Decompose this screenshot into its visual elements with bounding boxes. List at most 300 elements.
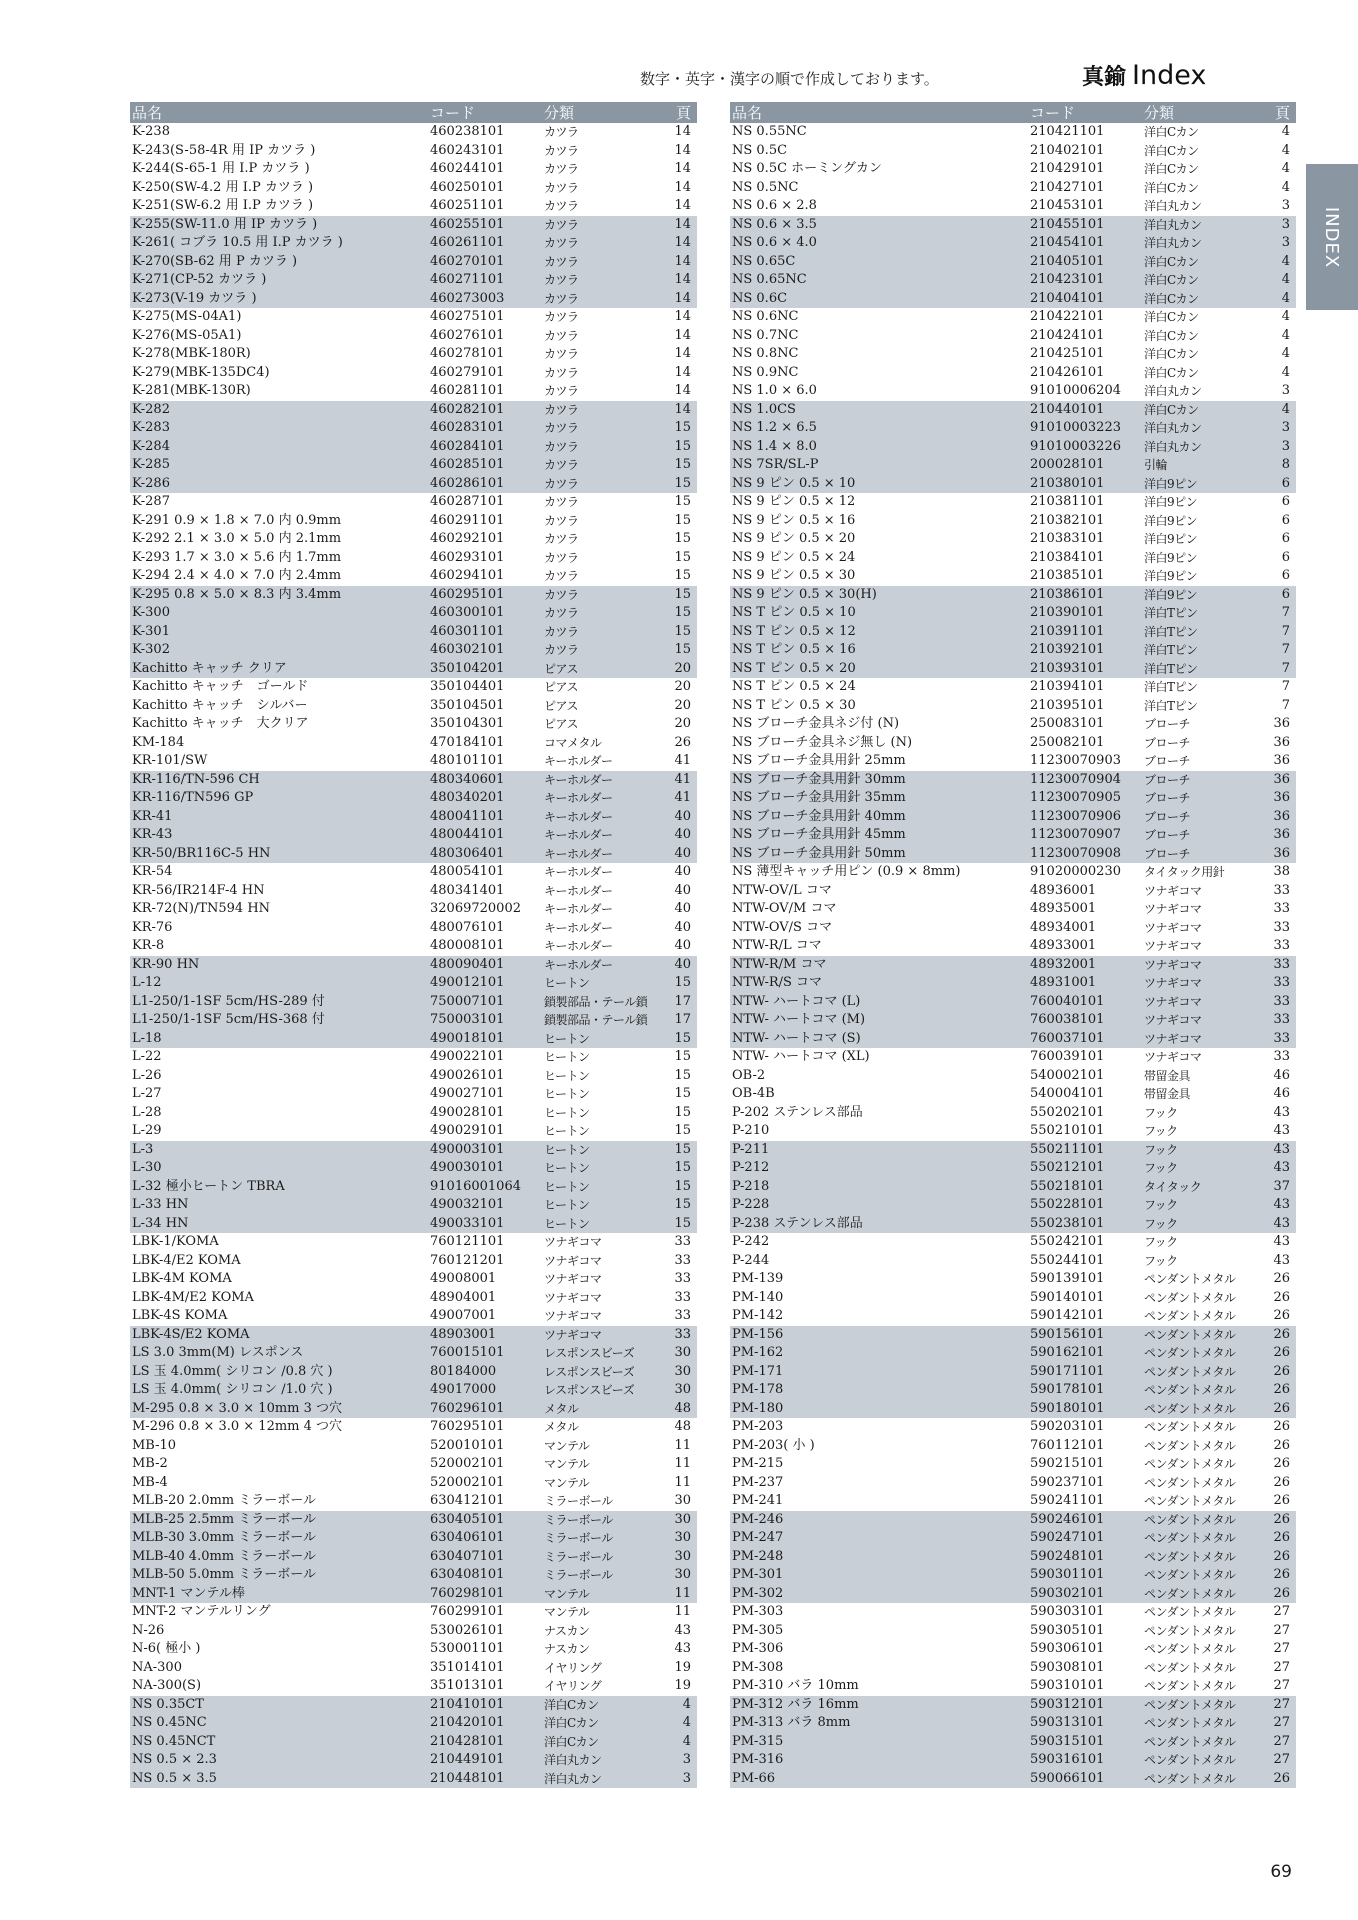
table-body-right [730,123,1296,1788]
page-cell: 26 [1264,1400,1296,1419]
category-cell: ツナギコマ [1142,1030,1264,1049]
category-cell: フック [1144,1124,1178,1138]
table-row [730,1011,1296,1030]
table-row [730,1733,1296,1752]
table-row [730,493,1296,512]
category-cell: 洋白丸カン [1142,216,1264,235]
table-row [730,1622,1296,1641]
page-cell: 43 [1264,1196,1296,1215]
product-name-cell: KR-76 [132,919,173,935]
table-row [130,142,697,161]
category-cell: 洋白9ピン [1142,586,1264,605]
product-code-cell: 48931001 [1028,974,1142,993]
product-code-cell: 760037101 [1028,1030,1142,1049]
product-name-cell: L-32 極小ヒートン TBRA [130,1178,428,1197]
category-cell: タイタック [1142,1178,1264,1197]
category-cell: 洋白Tピン [1144,698,1198,713]
product-name-cell: L-26 [132,1067,162,1083]
product-code-cell: 11230070904 [1028,771,1142,790]
page-cell: 33 [1273,882,1290,898]
product-name-cell: NS T ピン 0.5 × 24 [732,679,856,694]
index-side-tab[interactable] [1306,164,1358,310]
table-header-row [130,102,697,123]
product-code-cell: 760296101 [428,1400,542,1419]
table-row [730,697,1296,716]
product-name-cell: NTW- ハートコマ (L) [730,993,1028,1012]
product-name-cell: KR-72(N)/TN594 HN [132,901,271,916]
page-cell: 17 [654,1011,697,1030]
table-row [730,641,1296,660]
product-code-cell: 11230070907 [1028,826,1142,845]
product-code-cell: 480008101 [430,938,505,953]
category-cell: フック [1142,1215,1264,1234]
category-cell: 洋白丸カン [1144,199,1202,213]
page-cell: 15 [674,1067,691,1083]
category-cell: マンテル [544,1475,590,1490]
page-cell: 26 [1264,1363,1296,1382]
category-cell: カツラ [542,586,654,605]
product-code-cell: 590156101 [1028,1326,1142,1345]
page-cell: 11 [654,1585,697,1604]
index-table-left [130,102,697,1788]
table-row [730,1659,1296,1678]
product-name-cell: PM-248 [730,1548,1028,1567]
category-cell: マンテル [544,1438,590,1453]
category-cell: ブローチ [1144,735,1191,750]
category-cell: 洋白Cカン [1144,365,1199,380]
page-number: 69 [1270,1862,1292,1882]
product-name-cell: N-6( 極小 ) [132,1641,201,1656]
page-cell: 43 [1264,1215,1296,1234]
product-code-cell: 210394101 [1030,679,1105,694]
product-name-cell: K-284 [130,438,428,457]
category-cell: カツラ [544,310,579,324]
product-name-cell: K-250(SW-4.2 用 I.P カツラ ) [132,179,314,195]
table-row [130,771,697,790]
table-row [130,549,697,568]
product-code-cell: 460278101 [430,346,505,361]
page-cell: 4 [1281,364,1290,380]
product-name-cell: PM-305 [732,1622,784,1638]
product-name-cell: LS 3.0 3mm(M) レスポンス [130,1344,428,1363]
category-cell: ペンダントメタル [1142,1363,1264,1382]
product-code-cell: 91020000230 [1030,864,1121,879]
table-row [130,382,697,401]
category-cell: ツナギコマ [542,1326,654,1345]
table-row [730,290,1296,309]
product-code-cell: 210440101 [1028,401,1142,420]
product-code-cell: 210390101 [1028,604,1142,623]
page-cell: 14 [674,198,691,213]
table-row [730,567,1296,586]
category-cell: ツナギコマ [544,1290,602,1305]
product-name-cell: NS 9 ピン 0.5 × 20 [732,531,856,546]
page-cell: 40 [674,864,691,879]
product-code-cell: 590162101 [1028,1344,1142,1363]
page-cell: 36 [1264,826,1296,845]
product-name-cell: NS 0.35CT [130,1696,428,1715]
product-code-cell: 590301101 [1028,1566,1142,1585]
product-code-cell: 590302101 [1028,1585,1142,1604]
table-row [130,1270,697,1289]
table-row [130,345,697,364]
product-name-cell: NTW-OV/M コマ [732,901,837,916]
product-name-cell: NS ブローチ金具用針 45mm [730,826,1028,845]
page-cell: 40 [674,938,691,953]
category-cell: 洋白丸カン [1144,384,1202,398]
product-code-cell: 490029101 [430,1123,505,1138]
category-cell: マンテル [544,1605,590,1619]
page-cell: 40 [654,956,697,975]
table-row [130,456,697,475]
product-code-cell: 11230070908 [1028,845,1142,864]
category-cell: 洋白Cカン [1142,401,1264,420]
page-cell: 15 [654,623,697,642]
category-cell: ツナギコマ [544,1272,602,1286]
page-cell: 30 [674,1493,691,1508]
product-name-cell: K-275(MS-04A1) [132,309,242,324]
page-cell: 15 [654,1141,697,1160]
product-code-cell: 460251101 [430,198,505,213]
category-cell: ペンダントメタル [1144,1605,1236,1619]
table-row [730,419,1296,438]
page-cell: 15 [654,1196,697,1215]
category-cell: ペンダントメタル [1142,1400,1264,1419]
category-cell: 洋白9ピン [1144,495,1198,509]
product-name-cell: NS 9 ピン 0.5 × 12 [732,494,856,509]
page-cell: 4 [1281,327,1290,343]
product-name-cell: KR-54 [132,864,173,879]
category-cell: 洋白Tピン [1144,680,1198,694]
page-cell: 7 [1281,697,1290,713]
page-cell: 26 [1264,1511,1296,1530]
category-cell: ペンダントメタル [1144,1272,1236,1286]
category-cell: ペンダントメタル [1144,1679,1236,1693]
column-header-code: コード [1028,102,1142,123]
product-name-cell: NTW-OV/L コマ [732,882,832,898]
product-code-cell: 470184101 [430,734,505,750]
category-cell: ブローチ [1144,717,1191,731]
page-cell: 7 [1264,623,1296,642]
product-code-cell: 210383101 [1030,531,1105,546]
page-cell: 33 [654,1326,697,1345]
product-name-cell: NS 0.7NC [732,327,799,343]
page-cell: 27 [1264,1696,1296,1715]
table-row [730,1381,1296,1400]
table-row [730,401,1296,420]
table-row [130,327,697,346]
table-row [130,604,697,623]
product-code-cell: 590246101 [1028,1511,1142,1530]
product-name-cell: LBK-4S/E2 KOMA [130,1326,428,1345]
page-cell: 4 [1281,161,1290,176]
table-row [130,1733,697,1752]
product-name-cell: MLB-25 2.5mm ミラーボール [130,1511,428,1530]
table-row [730,234,1296,253]
table-row [730,919,1296,938]
page-cell: 14 [674,383,691,398]
table-row [130,364,697,383]
product-name-cell: K-270(SB-62 用 P カツラ ) [130,253,428,272]
product-name-cell: L-34 HN [130,1215,428,1234]
table-row [130,438,697,457]
product-name-cell: KR-50/BR116C-5 HN [130,845,428,864]
category-cell: ペンダントメタル [1144,1457,1236,1471]
product-code-cell: 210453101 [1030,198,1105,213]
table-row [130,567,697,586]
table-row [130,1714,697,1733]
product-code-cell: 480340201 [428,789,542,808]
category-cell: カツラ [542,401,654,420]
category-cell: カツラ [542,234,654,253]
product-name-cell: P-242 [732,1234,770,1249]
page-cell: 33 [1264,974,1296,993]
page-cell: 30 [654,1566,697,1585]
category-cell: 洋白Tピン [1142,641,1264,660]
category-cell: ピアス [544,717,579,731]
product-name-cell: K-279(MBK-135DC4) [132,364,270,380]
product-name-cell: LBK-4S KOMA [132,1308,228,1323]
table-row [130,475,697,494]
page-cell: 26 [674,734,691,750]
table-row [130,290,697,309]
table-row [730,752,1296,771]
product-code-cell: 750003101 [428,1011,542,1030]
page-cell: 40 [654,826,697,845]
product-code-cell: 210428101 [428,1733,542,1752]
category-cell: キーホルダー [542,808,654,827]
category-cell: 鎖製部品・テール鎖 [542,1011,654,1030]
table-row [730,549,1296,568]
product-code-cell: 760038101 [1028,1011,1142,1030]
page-cell: 27 [1273,1678,1290,1693]
page-cell: 46 [1273,1086,1290,1101]
table-row [130,752,697,771]
product-code-cell: 590066101 [1028,1770,1142,1789]
product-name-cell: NTW-R/S コマ [730,974,1028,993]
page-cell: 26 [1264,1566,1296,1585]
table-row [130,1566,697,1585]
category-cell: カツラ [542,456,654,475]
product-code-cell: 760121201 [430,1252,505,1268]
category-cell: ヒートン [544,1068,590,1083]
page-cell: 30 [654,1363,697,1382]
table-row [130,234,697,253]
table-row [730,438,1296,457]
product-name-cell: PM-178 [730,1381,1028,1400]
page-cell: 15 [654,438,697,457]
table-row [730,345,1296,364]
product-code-cell: 460279101 [430,364,505,380]
page-cell: 3 [1264,216,1296,235]
product-code-cell: 11230070905 [1028,789,1142,808]
product-code-cell: 480041101 [428,808,542,827]
product-name-cell: NS ブローチ金具用針 25mm [732,753,906,768]
page-cell: 36 [1273,716,1290,731]
page-cell: 15 [674,531,691,546]
category-cell: ツナギコマ [1144,902,1202,916]
category-cell: カツラ [544,365,579,380]
table-row [730,789,1296,808]
page-cell: 11 [674,1604,691,1619]
product-code-cell: 550242101 [1030,1234,1105,1249]
category-cell: ペンダントメタル [1144,1438,1236,1453]
page-cell: 14 [654,290,697,309]
product-name-cell: KR-90 HN [130,956,428,975]
table-row [130,512,697,531]
category-cell: キーホルダー [544,883,613,898]
table-row [130,697,697,716]
page-cell: 15 [674,549,691,565]
product-name-cell: OB-2 [732,1067,766,1083]
product-name-cell: NTW-R/L コマ [732,938,822,953]
page-cell: 4 [1281,124,1290,139]
product-name-cell: MLB-30 3.0mm ミラーボール [130,1529,428,1548]
category-cell: カツラ [544,495,579,509]
product-name-cell: KM-184 [132,734,185,750]
product-name-cell: NS 0.45NCT [130,1733,428,1752]
category-cell: カツラ [542,475,654,494]
page-cell: 33 [674,1271,691,1286]
table-row [130,1511,697,1530]
product-code-cell: 490012101 [428,974,542,993]
category-cell: コマメタル [544,735,602,750]
page-cell: 4 [1281,142,1290,158]
product-name-cell: L-18 [130,1030,428,1049]
product-code-cell: 460244101 [430,161,505,176]
product-code-cell: 540004101 [1030,1086,1105,1101]
category-cell: カツラ [542,641,654,660]
table-row [130,253,697,272]
page-cell: 26 [1273,1474,1290,1490]
category-cell: ペンダントメタル [1142,1566,1264,1585]
page-cell: 6 [1281,531,1290,546]
category-cell: ツナギコマ [1142,1011,1264,1030]
product-code-cell: 460302101 [428,641,542,660]
table-row [130,1548,697,1567]
page-cell: 14 [654,216,697,235]
table-row [130,1233,697,1252]
category-cell: メタル [544,1420,579,1434]
table-row [730,216,1296,235]
product-code-cell: 490030101 [428,1159,542,1178]
product-code-cell: 91016001064 [428,1178,542,1197]
page-cell: 14 [674,124,691,139]
product-name-cell: PM-246 [730,1511,1028,1530]
column-header-page: 頁 [1264,102,1296,123]
table-row [130,160,697,179]
table-row [730,1603,1296,1622]
product-name-cell: NS 0.6 × 3.5 [730,216,1028,235]
product-code-cell: 49017000 [428,1381,542,1400]
page-cell: 7 [1281,679,1290,694]
category-cell: イヤリング [544,1660,602,1675]
product-code-cell: 210427101 [1030,179,1105,195]
product-name-cell: PM-180 [730,1400,1028,1419]
product-name-cell: K-251(SW-6.2 用 I.P カツラ ) [132,198,314,213]
product-name-cell: NS 0.45NC [130,1714,428,1733]
table-row [130,919,697,938]
table-row [130,1437,697,1456]
product-name-cell: MB-2 [132,1456,168,1471]
category-cell: カツラ [544,143,579,158]
product-code-cell: 590306101 [1030,1641,1105,1656]
category-cell: キーホルダー [544,920,613,935]
category-cell: フック [1142,1196,1264,1215]
product-name-cell: LS 玉 4.0mm( シリコン /0.8 穴 ) [130,1363,428,1382]
product-name-cell: KR-116/TN-596 CH [130,771,428,790]
product-name-cell: PM-313 バラ 8mm [730,1714,1028,1733]
page-cell: 3 [654,1770,697,1789]
page-cell: 6 [1264,475,1296,494]
product-name-cell: NS 1.4 × 8.0 [730,438,1028,457]
page-cell: 38 [1273,864,1290,879]
product-name-cell: NS T ピン 0.5 × 16 [730,641,1028,660]
category-cell: ツナギコマ [1144,1050,1202,1064]
product-code-cell: 210405101 [1028,253,1142,272]
page-cell: 26 [1264,1344,1296,1363]
product-code-cell: 460287101 [430,494,505,509]
page-cell: 41 [654,789,697,808]
category-cell: 洋白丸カン [1142,234,1264,253]
table-row [130,1585,697,1604]
product-name-cell: L-29 [132,1123,162,1138]
product-code-cell: 590305101 [1030,1622,1105,1638]
table-row [730,845,1296,864]
table-row [730,456,1296,475]
product-name-cell: NS ブローチ金具用針 30mm [730,771,1028,790]
product-code-cell: 210449101 [428,1751,542,1770]
table-row [130,937,697,956]
product-name-cell: NS 0.5C [732,142,788,158]
product-name-cell: MLB-20 2.0mm ミラーボール [132,1493,317,1508]
column-header-page: 頁 [654,102,697,123]
category-cell: ピアス [542,660,654,679]
product-name-cell: MLB-40 4.0mm ミラーボール [130,1548,428,1567]
table-row [730,956,1296,975]
page-cell: 33 [1264,993,1296,1012]
product-name-cell: K-285 [130,456,428,475]
category-cell: 洋白9ピン [1144,550,1198,565]
page-cell: 26 [1264,1326,1296,1345]
product-name-cell: NTW- ハートコマ (M) [730,1011,1028,1030]
product-code-cell: 210421101 [1030,124,1105,139]
product-code-cell: 520010101 [430,1437,505,1453]
category-cell: ブローチ [1142,826,1264,845]
product-name-cell: NS 0.6 × 2.8 [732,198,817,213]
table-row [130,1030,697,1049]
product-code-cell: 590203101 [1030,1419,1105,1434]
page-cell: 26 [1273,1493,1290,1508]
page-cell: 43 [1273,1123,1290,1138]
product-name-cell: K-273(V-19 カツラ ) [130,290,428,309]
product-name-cell: K-295 0.8 × 5.0 × 8.3 内 3.4mm [130,586,428,605]
product-code-cell: 630405101 [428,1511,542,1530]
table-row [730,1141,1296,1160]
product-name-cell: LS 玉 4.0mm( シリコン /1.0 穴 ) [130,1381,428,1400]
product-code-cell: 49007001 [430,1308,497,1323]
category-cell: ヒートン [544,1105,590,1120]
table-row [730,715,1296,734]
product-name-cell: P-244 [732,1252,770,1268]
table-row [730,1159,1296,1178]
table-row [130,1400,697,1419]
table-row [130,678,697,697]
category-cell: ヒートン [544,1050,590,1064]
table-row [130,1196,697,1215]
product-code-cell: 460295101 [428,586,542,605]
product-code-cell: 490018101 [428,1030,542,1049]
